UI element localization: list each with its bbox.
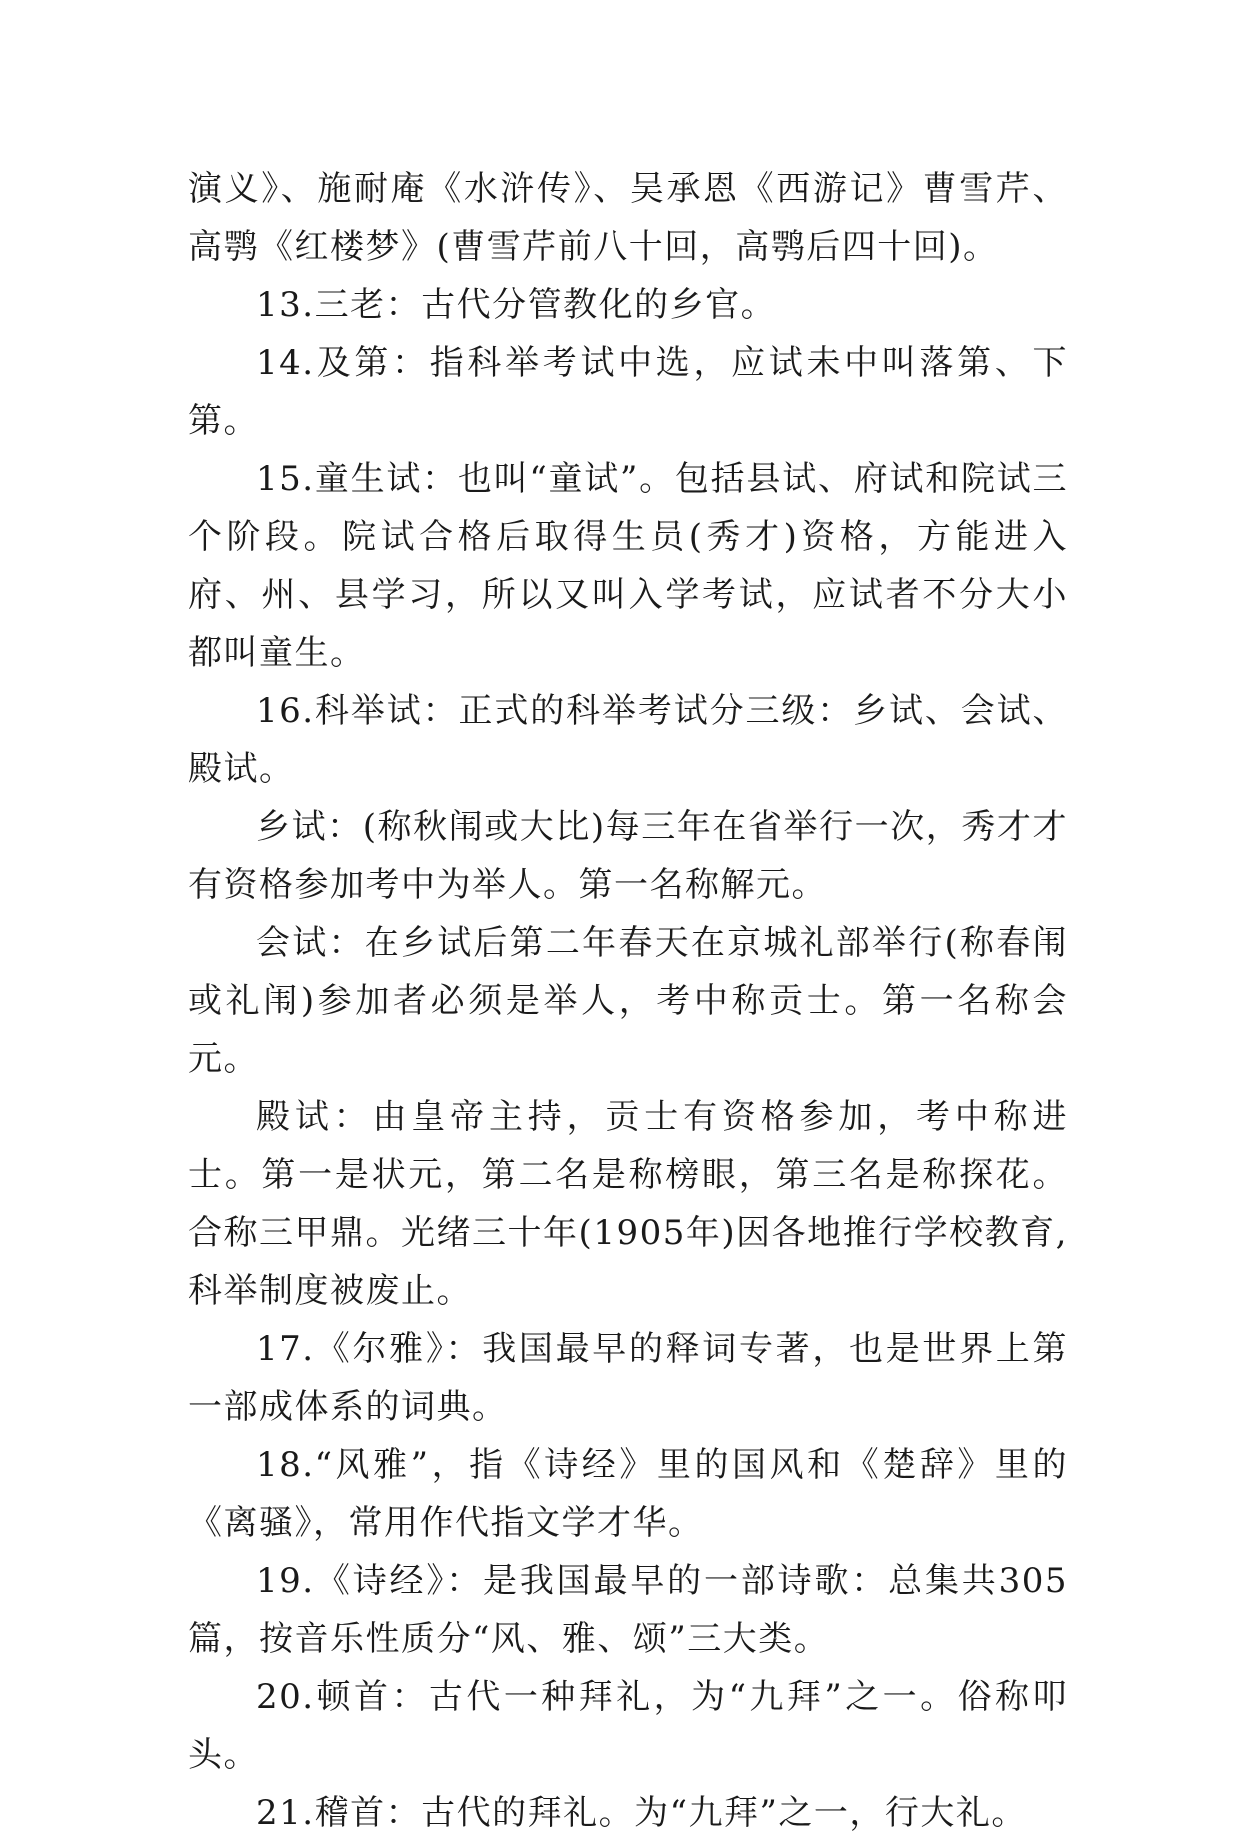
paragraph-item-19: 19.《诗经》：是我国最早的一部诗歌：总集共305篇，按音乐性质分“风、雅、颂”三大类。 [188,1561,1068,1659]
paragraph-item-18: 18.“风雅”，指《诗经》里的国风和《楚辞》里的《离骚》，常用作代指文学才华。 [188,1445,1068,1543]
document-page [188,160,1068,1842]
paragraph-item-13: 13.三老：古代分管教化的乡官。 [256,285,777,325]
paragraph-xiangshi: 乡试：(称秋闱或大比)每三年在省举行一次，秀才才有资格参加考中为举人。第一名称解元。 [188,807,1068,905]
paragraph-continuation: 演义》、施耐庵《水浒传》、吴承恩《西游记》曹雪芹、高鹗《红楼梦》(曹雪芹前八十回，高鹗后四十回)。 [188,169,1068,267]
paragraph-item-17: 17.《尔雅》：我国最早的释词专著，也是世界上第一部成体系的词典。 [188,1329,1068,1427]
paragraph-item-15: 15.童生试：也叫“童试”。包括县试、府试和院试三个阶段。院试合格后取得生员(秀才)资格，方能进入府、州、县学习，所以又叫入学考试，应试者不分大小都叫童生。 [188,459,1068,673]
paragraph-huishi: 会试：在乡试后第二年春天在京城礼部举行(称春闱或礼闱)参加者必须是举人，考中称贡士。第一名称会元。 [188,923,1068,1079]
paragraph-item-21: 21.稽首：古代的拜礼。为“九拜”之一，行大礼。 [256,1793,1027,1833]
paragraph-item-16: 16.科举试：正式的科举考试分三级：乡试、会试、殿试。 [188,691,1068,789]
paragraph-item-20: 20.顿首：古代一种拜礼，为“九拜”之一。俗称叩头。 [188,1677,1068,1775]
paragraph-dianshi: 殿试：由皇帝主持，贡士有资格参加，考中称进士。第一是状元，第二名是称榜眼，第三名是称探花。合称三甲鼎。光绪三十年(1905年)因各地推行学校教育,科举制度被废止。 [188,1097,1068,1311]
paragraph-item-14: 14.及第：指科举考试中选，应试未中叫落第、下第。 [188,343,1068,441]
